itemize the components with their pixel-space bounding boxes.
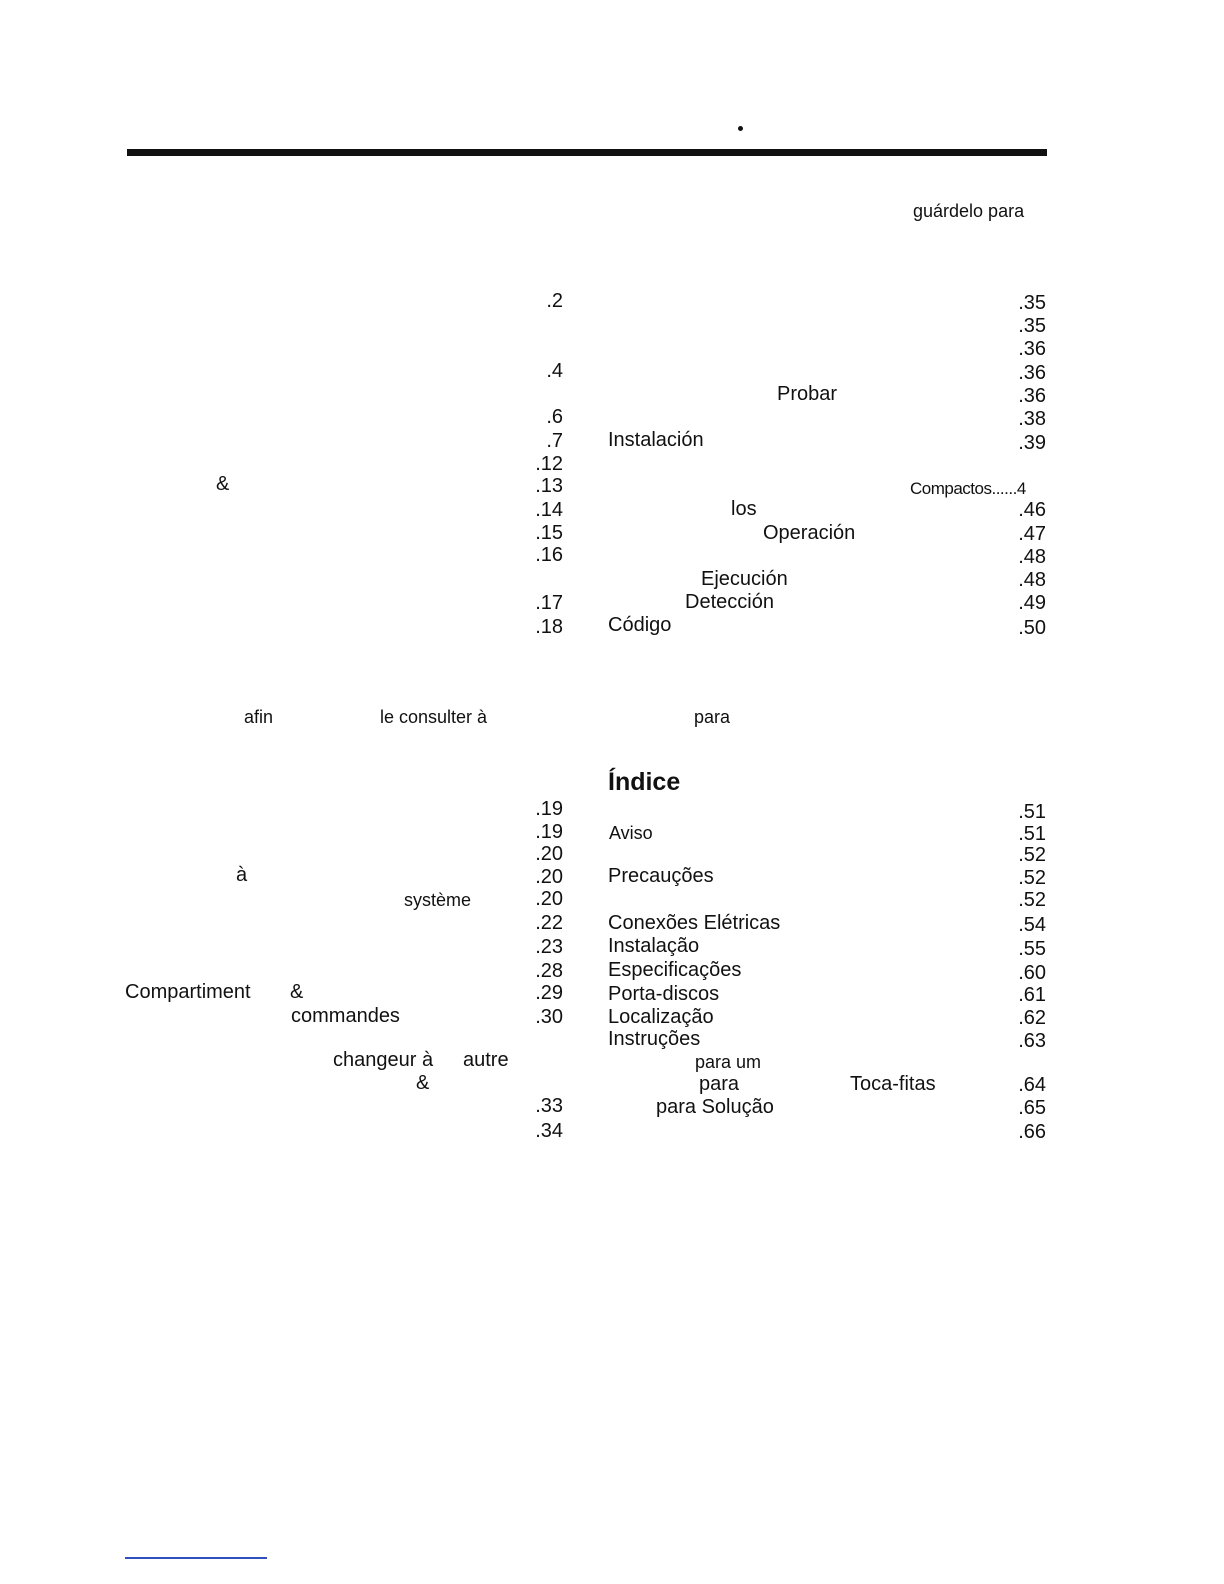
toc-label: Conexões Elétricas: [608, 912, 781, 934]
page-number: .64: [1018, 1074, 1046, 1096]
page-number: .66: [1018, 1121, 1046, 1143]
footer-rule: [125, 1557, 267, 1559]
stray-mark: [738, 126, 743, 131]
intro-fragment: para: [694, 707, 731, 727]
toc-label: los: [731, 498, 757, 520]
page-number: .35: [1018, 315, 1046, 337]
page-number: .34: [535, 1120, 563, 1142]
toc-label: Instalación: [608, 429, 704, 451]
page-number: .14: [535, 499, 563, 521]
page-number: .19: [535, 798, 563, 820]
page-number: .4: [546, 360, 563, 382]
ampersand: &: [216, 473, 230, 495]
toc-label: Ejecución: [701, 568, 788, 590]
page-number: .16: [535, 544, 563, 566]
page-number: .54: [1018, 914, 1046, 936]
page-number: .13: [535, 475, 563, 497]
page-number: .48: [1018, 546, 1046, 568]
page-number: .65: [1018, 1097, 1046, 1119]
page-number: .29: [535, 982, 563, 1004]
page-number: .36: [1018, 338, 1046, 360]
page-number: .47: [1018, 523, 1046, 545]
page-number: .60: [1018, 962, 1046, 984]
page-number: .12: [535, 453, 563, 475]
toc-label: Detección: [685, 591, 774, 613]
section-heading: Índice: [608, 768, 681, 796]
page-number: .50: [1018, 617, 1046, 639]
toc-label: Operación: [763, 522, 856, 544]
toc-label: système: [404, 890, 472, 910]
toc-label: Probar: [777, 383, 838, 405]
page-number: .52: [1018, 867, 1046, 889]
toc-label: Precauções: [608, 865, 714, 887]
page-number: .20: [535, 866, 563, 888]
toc-label: para: [699, 1073, 740, 1095]
page-number: .18: [535, 616, 563, 638]
page-number: .30: [535, 1006, 563, 1028]
page-number: .55: [1018, 938, 1046, 960]
toc-label: para Solução: [656, 1096, 774, 1118]
page-number: .28: [535, 960, 563, 982]
page-number: .48: [1018, 569, 1046, 591]
page-number: .19: [535, 821, 563, 843]
toc-label: Porta-discos: [608, 983, 720, 1005]
toc-label: Aviso: [609, 823, 653, 843]
toc-label: Instalação: [608, 935, 700, 957]
page-number: .17: [535, 592, 563, 614]
page-number: .23: [535, 936, 563, 958]
toc-label: Compartiment: [125, 981, 251, 1003]
toc-label: autre: [463, 1049, 509, 1071]
page-number: .35: [1018, 292, 1046, 314]
page-number: .61: [1018, 984, 1046, 1006]
page-number: .20: [535, 843, 563, 865]
page-number: .15: [535, 522, 563, 544]
page-number: .7: [546, 430, 563, 452]
page-number: .52: [1018, 889, 1046, 911]
page-number: .22: [535, 912, 563, 934]
page-number: .49: [1018, 592, 1046, 614]
toc-label: à: [236, 864, 248, 886]
page-number: .46: [1018, 499, 1046, 521]
toc-label: changeur à: [333, 1049, 434, 1071]
toc-label: Localização: [608, 1006, 714, 1028]
page-number: .63: [1018, 1030, 1046, 1052]
page-number: .38: [1018, 408, 1046, 430]
intro-fragment: le consulter à: [380, 707, 488, 727]
page-number: .36: [1018, 362, 1046, 384]
page-number: .62: [1018, 1007, 1046, 1029]
toc-label: para um: [695, 1052, 762, 1072]
header-fragment: guárdelo para: [913, 201, 1025, 221]
page-number: .39: [1018, 432, 1046, 454]
page-number: .51: [1018, 823, 1046, 845]
page-number: .36: [1018, 385, 1046, 407]
page-number: .2: [546, 290, 563, 312]
toc-label: &: [416, 1072, 430, 1094]
toc-label: Especificações: [608, 959, 742, 981]
toc-label: &: [290, 981, 304, 1003]
toc-label: Código: [608, 614, 672, 636]
page-number: .51: [1018, 801, 1046, 823]
toc-label: Compactos......4: [910, 479, 1026, 498]
intro-fragment: afin: [244, 707, 274, 727]
page-number: .20: [535, 888, 563, 910]
page-number: .33: [535, 1095, 563, 1117]
page-number: .52: [1018, 844, 1046, 866]
page-number: .6: [546, 406, 563, 428]
toc-label: Toca-fitas: [850, 1073, 936, 1095]
toc-label: Instruções: [608, 1028, 701, 1050]
toc-label: commandes: [291, 1005, 400, 1027]
header-rule: [127, 149, 1047, 156]
